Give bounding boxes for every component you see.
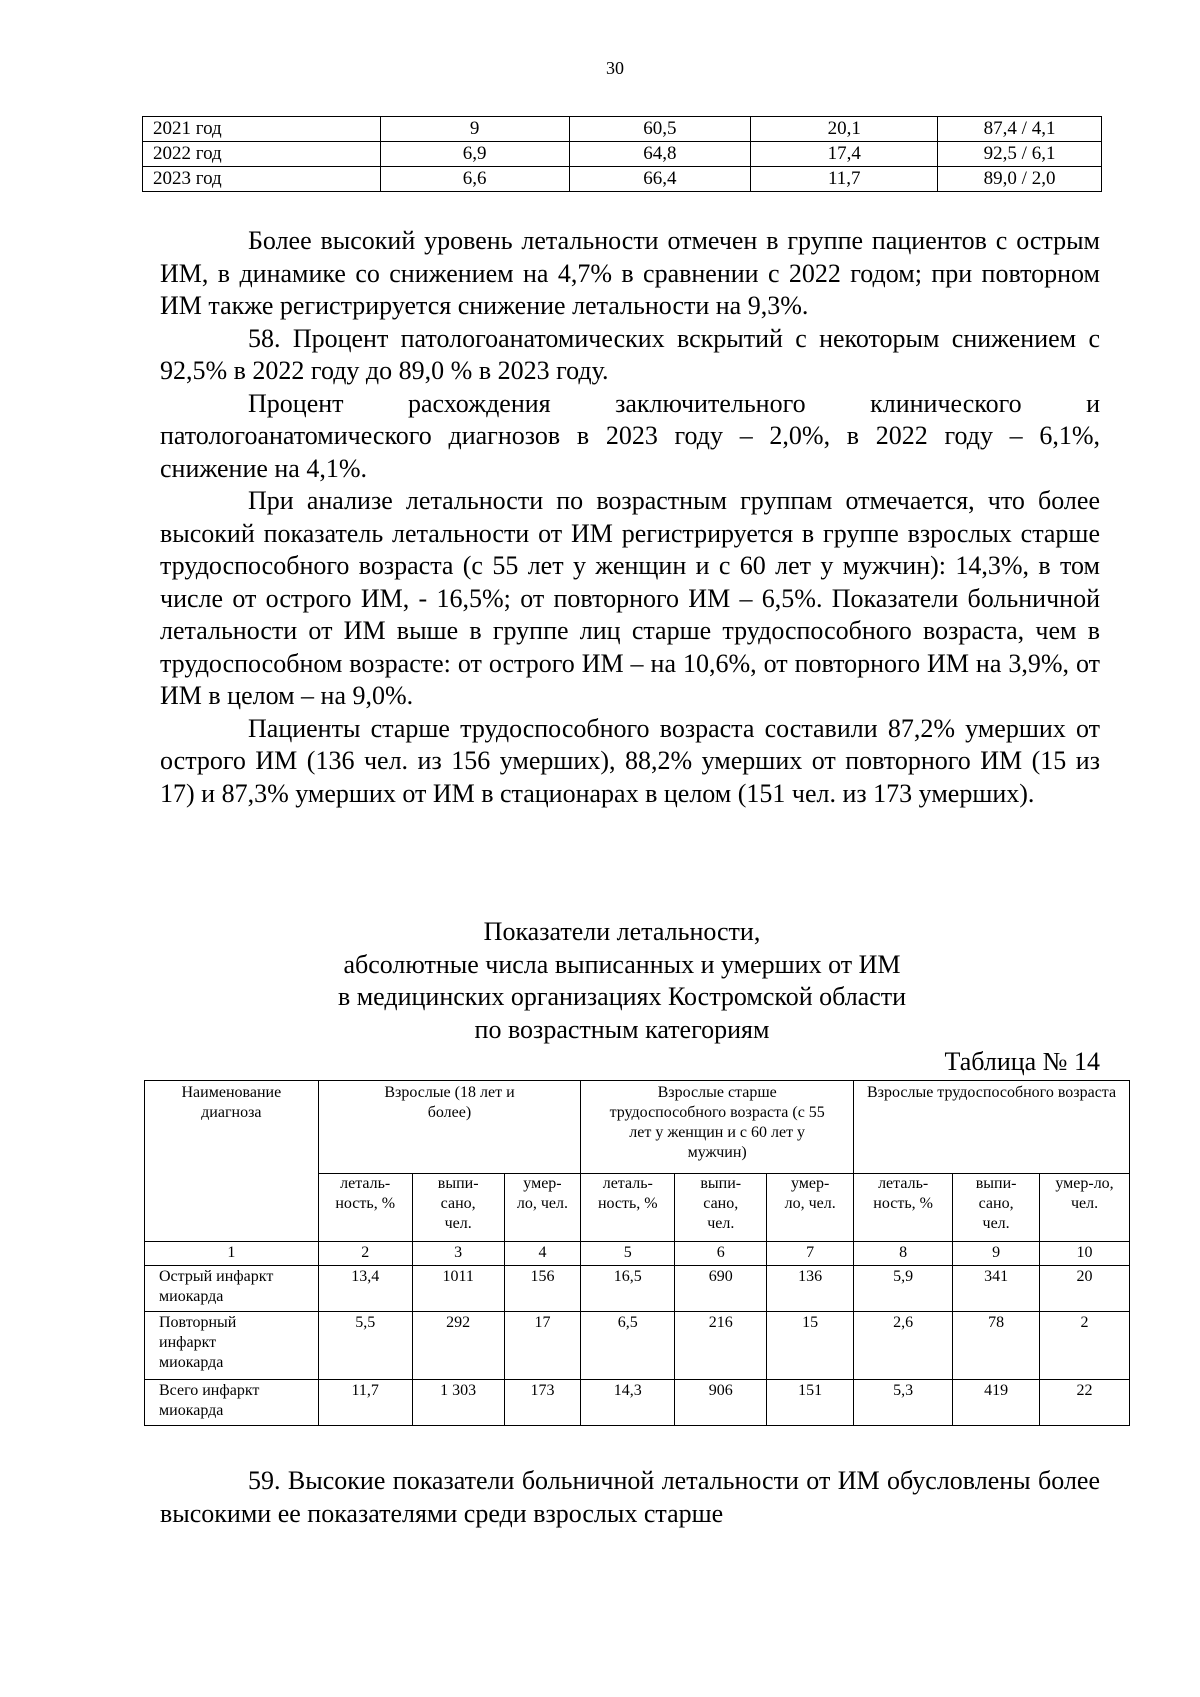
paragraph: Процент расхождения заключительного клинического и патологоанатомического диагнозов в 2023 году – 2,0%, в 2022 году – 6,1%, снижение на 4,1%. xyxy=(160,388,1100,483)
table-cell: 14,3 xyxy=(581,1380,675,1426)
table-cell: 173 xyxy=(504,1380,581,1426)
paragraph: 58. Процент патологоанатомических вскрытий с некоторым снижением с 92,5% в 2022 году до 89,0 % в 2023 году. xyxy=(160,323,1100,385)
column-number: 8 xyxy=(854,1242,953,1266)
table-cell: 151 xyxy=(767,1380,854,1426)
header-adults-retirement-age: Взрослые старше трудоспособного возраста (с 55 лет у женщин и с 60 лет у мужчин) xyxy=(581,1081,854,1174)
table-cell: 6,9 xyxy=(380,142,569,167)
table-cell: 17,4 xyxy=(751,142,938,167)
column-number: 2 xyxy=(318,1242,412,1266)
table-cell: 136 xyxy=(767,1266,854,1312)
table-cell: 2023 год xyxy=(143,167,381,192)
table-cell: 89,0 / 2,0 xyxy=(938,167,1102,192)
header-adults-working-age: Взрослые трудоспособного возраста xyxy=(854,1081,1130,1174)
table-number: Таблица № 14 xyxy=(944,1047,1100,1076)
table-cell: 292 xyxy=(412,1312,504,1380)
column-number: 6 xyxy=(675,1242,767,1266)
row-label: Повторный инфаркт миокарда xyxy=(145,1312,319,1380)
column-number: 4 xyxy=(504,1242,581,1266)
table-cell: 16,5 xyxy=(581,1266,675,1312)
column-number: 7 xyxy=(767,1242,854,1266)
body-text xyxy=(160,225,1100,810)
caption-line: абсолютные числа выписанных и умерших от ИМ xyxy=(343,949,901,979)
paragraph: 59. Высокие показатели больничной летальности от ИМ обусловлены более высокими ее показателями среди взрослых старше xyxy=(160,1466,1100,1528)
top-table xyxy=(142,116,1102,192)
table-cell: 20,1 xyxy=(751,117,938,142)
table-cell: 15 xyxy=(767,1312,854,1380)
table-row xyxy=(143,117,1102,142)
table-cell: 2021 год xyxy=(143,117,381,142)
subheader: умер-ло, чел. xyxy=(1040,1174,1130,1242)
table-row xyxy=(143,142,1102,167)
paragraph: Пациенты старше трудоспособного возраста составили 87,2% умерших от острого ИМ (136 чел. из 156 умерших), 88,2% умерших от повторного ИМ (15 из 17) и 87,3% умерших от ИМ в стационарах в целом (151 чел. из 173 умерших). xyxy=(160,713,1100,808)
subheader: выпи-сано, чел. xyxy=(675,1174,767,1242)
page-number: 30 xyxy=(606,58,624,78)
table-cell: 9 xyxy=(380,117,569,142)
table-cell: 60,5 xyxy=(569,117,751,142)
table-cell: 11,7 xyxy=(751,167,938,192)
table-cell: 690 xyxy=(675,1266,767,1312)
column-number: 9 xyxy=(953,1242,1040,1266)
table-cell: 2,6 xyxy=(854,1312,953,1380)
table-cell: 906 xyxy=(675,1380,767,1426)
caption-line: в медицинских организациях Костромской области xyxy=(337,982,907,1011)
table-cell: 2022 год xyxy=(143,142,381,167)
paragraph: При анализе летальности по возрастным группам отмечается, что более высокий показатель летальности от ИМ регистрируется в группе взрослых старше трудоспособного возраста (с 55 лет у женщин и с 60 лет у мужчин): 14,3%, в том числе от острого ИМ, - 16,5%; от повторного ИМ – 6,5%. Показатели больничной летальности от ИМ выше в группе лиц старше трудоспособного возраста, чем в трудоспособном возрасте: от острого ИМ – на 10,6%, от повторного ИМ на 3,9%, от ИМ в целом – на 9,0%. xyxy=(160,486,1100,710)
table-cell: 11,7 xyxy=(318,1380,412,1426)
table-cell: 6,6 xyxy=(380,167,569,192)
table-cell: 216 xyxy=(675,1312,767,1380)
closing-text xyxy=(160,1465,1100,1530)
column-number: 5 xyxy=(581,1242,675,1266)
table-cell: 1011 xyxy=(412,1266,504,1312)
table-cell: 5,5 xyxy=(318,1312,412,1380)
table-cell: 1 303 xyxy=(412,1380,504,1426)
subheader: леталь-ность, % xyxy=(854,1174,953,1242)
table-cell: 5,3 xyxy=(854,1380,953,1426)
column-number: 1 xyxy=(145,1242,319,1266)
table-cell: 341 xyxy=(953,1266,1040,1312)
table-cell: 87,4 / 4,1 xyxy=(938,117,1102,142)
caption-line: Показатели летальности, xyxy=(483,917,761,946)
subheader: выпи-сано, чел. xyxy=(953,1174,1040,1242)
table-cell: 6,5 xyxy=(581,1312,675,1380)
subheader: умер-ло, чел. xyxy=(767,1174,854,1242)
mortality-table xyxy=(144,1080,1130,1426)
table-cell: 22 xyxy=(1040,1380,1130,1426)
table-cell: 64,8 xyxy=(569,142,751,167)
table-cell: 13,4 xyxy=(318,1266,412,1312)
column-number: 3 xyxy=(412,1242,504,1266)
table-cell: 2 xyxy=(1040,1312,1130,1380)
table-cell: 78 xyxy=(953,1312,1040,1380)
column-number-row xyxy=(145,1242,1130,1266)
table-row xyxy=(145,1266,1130,1312)
subheader: выпи-сано, чел. xyxy=(412,1174,504,1242)
table-caption xyxy=(142,916,1102,1046)
table-cell: 5,9 xyxy=(854,1266,953,1312)
table-cell: 17 xyxy=(504,1312,581,1380)
table-row xyxy=(145,1312,1130,1380)
row-label: Всего инфаркт миокарда xyxy=(145,1380,319,1426)
table-row xyxy=(145,1380,1130,1426)
table-cell: 156 xyxy=(504,1266,581,1312)
table-cell: 66,4 xyxy=(569,167,751,192)
subheader: леталь-ность, % xyxy=(318,1174,412,1242)
caption-line: по возрастным категориям xyxy=(474,1014,770,1044)
column-number: 10 xyxy=(1040,1242,1130,1266)
header-diagnosis: Наименование диагноза xyxy=(145,1081,319,1242)
subheader: умер-ло, чел. xyxy=(504,1174,581,1242)
paragraph: Более высокий уровень летальности отмечен в группе пациентов с острым ИМ, в динамике со снижением на 4,7% в сравнении с 2022 годом; при повторном ИМ также регистрируется снижение летальности на 9,3%. xyxy=(160,226,1100,320)
table-cell: 20 xyxy=(1040,1266,1130,1312)
header-adults: Взрослые (18 лет и более) xyxy=(318,1081,581,1174)
table-cell: 419 xyxy=(953,1380,1040,1426)
table-row xyxy=(143,167,1102,192)
row-label: Острый инфаркт миокарда xyxy=(145,1266,319,1312)
subheader: леталь-ность, % xyxy=(581,1174,675,1242)
table-cell: 92,5 / 6,1 xyxy=(938,142,1102,167)
